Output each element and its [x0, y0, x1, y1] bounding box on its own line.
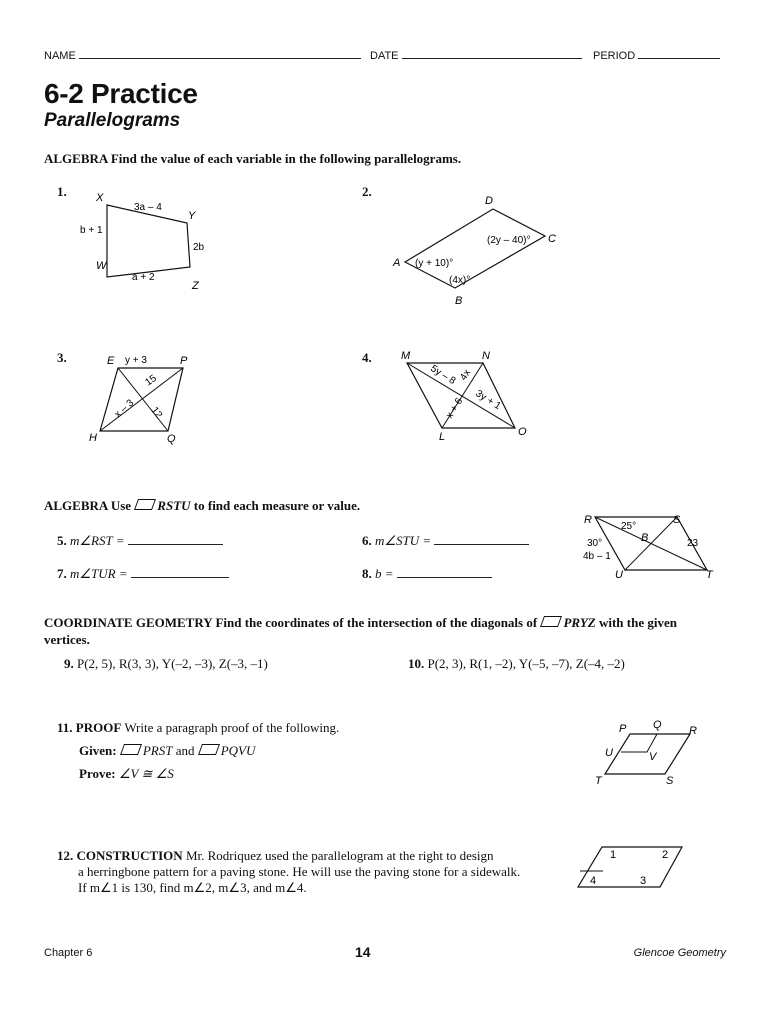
date-line[interactable] [402, 46, 582, 59]
problem-12-number: 12. [57, 848, 74, 863]
problem-7 [57, 565, 229, 582]
side-label-top: 3a – 4 [134, 202, 162, 213]
vertex-e: E [107, 355, 115, 367]
section1-heading: ALGEBRA Find the value of each variable in the following parallelograms. [44, 151, 462, 166]
vertex-r: R [689, 725, 697, 737]
angle-label-2: 2 [662, 849, 669, 861]
vertex-s: S [666, 775, 674, 787]
parallelogram-symbol-icon [134, 499, 156, 510]
parallelogram-abcd [405, 209, 545, 288]
problem-1-figure [70, 185, 230, 295]
side-label-left: b + 1 [80, 225, 103, 236]
section2-heading [44, 498, 360, 514]
angle-label-a: (y + 10)° [415, 258, 454, 269]
problem-5-answer-line[interactable] [128, 532, 223, 545]
vertex-h: H [89, 432, 97, 444]
problem-12-label: CONSTRUCTION [76, 848, 183, 863]
problem-11-given [79, 743, 255, 759]
vertex-t: T [706, 569, 713, 581]
angle-label-1: 1 [610, 849, 617, 861]
given-label: Given: [79, 743, 117, 758]
problem-8-number: 8. [362, 566, 372, 581]
problem-11-label: PROOF [75, 720, 122, 735]
section3-heading [44, 614, 684, 648]
page-subtitle: Parallelograms [44, 110, 181, 131]
parallelogram-symbol-icon [120, 744, 142, 755]
vertex-x: X [96, 192, 104, 204]
problem-12-line-1 [57, 848, 520, 864]
problem-7-expression: m∠TUR = [70, 566, 128, 581]
parallelogram-prst [605, 734, 690, 774]
problem-12-text-2: a herringbone pattern for a paving stone. He will use the paving stone for a sidewalk. [78, 864, 521, 879]
name-line[interactable] [79, 46, 361, 59]
vertex-v: V [649, 751, 657, 763]
vertex-r: R [584, 514, 592, 526]
problem-6-expression: m∠STU = [375, 533, 432, 548]
angle-label-c: (2y – 40)° [487, 235, 531, 246]
given-shape-b: PQVU [220, 743, 256, 758]
vertex-d: D [485, 195, 493, 207]
parallelogram-xyzw [107, 205, 190, 277]
problem-6-number: 6. [362, 533, 372, 548]
diagonal-label-x: x – 3 [112, 397, 137, 421]
problem-1-number: 1. [57, 184, 67, 199]
period-label: PERIOD [593, 50, 636, 62]
diagonal-label-12: 12 [148, 405, 165, 421]
problem-11-prove [79, 766, 174, 782]
problem-4-number: 4. [362, 350, 372, 365]
problem-11-text: Write a paragraph proof of the following. [124, 720, 340, 735]
problem-12-text-1: Mr. Rodriquez used the parallelogram at the right to design [185, 848, 494, 863]
given-and: and [175, 743, 195, 758]
problem-5-number: 5. [57, 533, 67, 548]
problem-5 [57, 532, 223, 549]
name-field [44, 46, 361, 62]
problem-2-number: 2. [362, 184, 372, 199]
section2-shape-name: RSTU [157, 498, 191, 513]
side-label-right: 2b [193, 242, 205, 253]
segment-label-4x: 4x [458, 367, 474, 383]
vertex-q: Q [653, 719, 662, 731]
angle-label-30: 30° [587, 538, 603, 549]
angle-label-25: 25° [621, 521, 637, 532]
side-label-bottom: a + 2 [132, 272, 155, 283]
problem-10-number: 10. [408, 656, 425, 671]
section2-heading-pre: ALGEBRA Use [44, 498, 132, 513]
vertex-b: B [455, 295, 463, 307]
problem-7-number: 7. [57, 566, 67, 581]
parallelogram-symbol-icon [540, 616, 562, 627]
segment-label-x6: x + 6 [444, 396, 466, 421]
footer-chapter: Chapter 6 [44, 947, 93, 959]
problem-8-expression: b = [375, 566, 394, 581]
problem-7-answer-line[interactable] [131, 565, 229, 578]
vertex-n: N [482, 350, 490, 362]
problem-8 [362, 565, 492, 582]
diagonal-label-15: 15 [143, 373, 159, 389]
footer-book-title: Glencoe Geometry [633, 947, 726, 959]
problem-11-figure [585, 712, 710, 787]
problem-12-figure [572, 840, 692, 895]
prove-label: Prove: [79, 766, 116, 781]
segment-label-5y: 5y – 8 [428, 363, 458, 387]
problem-9-number: 9. [64, 656, 74, 671]
date-label: DATE [370, 50, 399, 62]
problem-4-figure [385, 343, 545, 448]
problem-11 [57, 720, 339, 736]
vertex-c: C [548, 233, 556, 245]
vertex-p: P [619, 723, 627, 735]
rstu-figure [575, 505, 725, 585]
problem-6-answer-line[interactable] [434, 532, 529, 545]
problem-5-expression: m∠RST = [70, 533, 125, 548]
parallelogram-symbol-icon [198, 744, 220, 755]
segment-label-3y: 3y + 1 [473, 388, 503, 413]
name-label: NAME [44, 50, 76, 62]
side-label-23: 23 [687, 538, 699, 549]
section3-heading-pre: COORDINATE GEOMETRY Find the coordinates of the intersection of the diagonals of [44, 615, 538, 630]
given-shape-a: PRST [142, 743, 173, 758]
vertex-q: Q [167, 433, 176, 445]
vertex-s: S [673, 514, 681, 526]
vertex-u: U [605, 747, 613, 759]
problem-8-answer-line[interactable] [397, 565, 492, 578]
problem-3-figure [80, 348, 210, 453]
problem-12 [57, 848, 520, 896]
section2-heading-post: to find each measure or value. [193, 498, 361, 513]
vertex-o: O [518, 426, 527, 438]
problem-10-text: P(2, 3), R(1, –2), Y(–5, –7), Z(–4, –2) [427, 656, 625, 671]
vertex-t: T [595, 775, 602, 787]
side-label-4b: 4b – 1 [583, 551, 611, 562]
vertex-a: A [393, 257, 401, 269]
problem-10 [408, 656, 625, 672]
problem-12-text-3: If m∠1 is 130, find m∠2, m∠3, and m∠4. [78, 880, 307, 895]
date-field [370, 46, 582, 62]
angle-label-3: 3 [640, 875, 647, 887]
vertex-m: M [401, 350, 411, 362]
parallelogram-pqvu [621, 734, 657, 752]
prove-text: ∠V ≅ ∠S [118, 766, 174, 781]
period-field [593, 46, 720, 62]
vertex-z: Z [192, 280, 199, 292]
vertex-u: U [615, 569, 623, 581]
point-b: B [641, 532, 649, 544]
problem-6 [362, 532, 529, 549]
problem-11-number: 11. [57, 720, 73, 735]
angle-label-b: (4x)° [449, 275, 471, 286]
page-title: 6-2 Practice [44, 78, 198, 109]
vertex-p: P [180, 355, 188, 367]
period-line[interactable] [638, 46, 720, 59]
problem-9 [64, 656, 268, 672]
angle-label-4: 4 [590, 875, 597, 887]
vertex-w: W [96, 260, 107, 272]
side-label-top: y + 3 [125, 355, 147, 366]
vertex-l: L [439, 431, 446, 443]
problem-3-number: 3. [57, 350, 67, 365]
section3-heading-post: with the given vertices. [44, 615, 677, 647]
footer-page-number: 14 [355, 944, 371, 960]
vertex-y: Y [188, 210, 196, 222]
problem-9-text: P(2, 5), R(3, 3), Y(–2, –3), Z(–3, –1) [77, 656, 268, 671]
problem-2-figure [385, 188, 570, 313]
section3-shape-name: PRYZ [563, 615, 596, 630]
